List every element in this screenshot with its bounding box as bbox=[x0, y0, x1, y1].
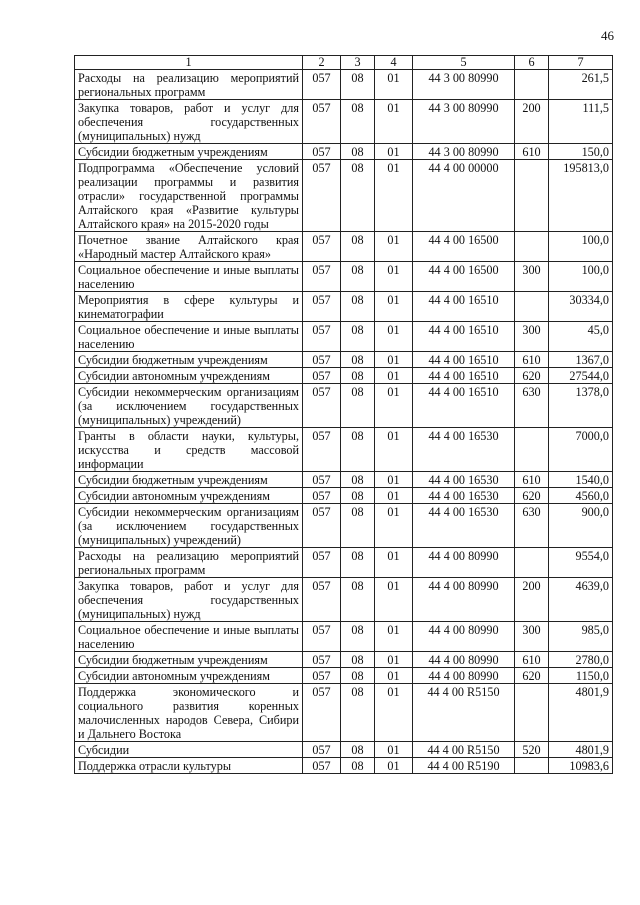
row-name: Мероприятия в сфере культуры и кинематографии bbox=[75, 292, 303, 322]
row-target-code: 44 3 00 80990 bbox=[413, 144, 515, 160]
row-target-code: 44 4 00 80990 bbox=[413, 578, 515, 622]
row-name: Социальное обеспечение и иные выплаты населению bbox=[75, 622, 303, 652]
row-ministry-code: 057 bbox=[303, 488, 341, 504]
row-subsection-code: 01 bbox=[375, 232, 413, 262]
row-subsection-code: 01 bbox=[375, 160, 413, 232]
header-cell-type: 6 bbox=[515, 56, 549, 70]
row-amount: 1378,0 bbox=[549, 384, 613, 428]
row-name: Субсидии бюджетным учреждениям bbox=[75, 144, 303, 160]
row-expense-type: 630 bbox=[515, 384, 549, 428]
row-ministry-code: 057 bbox=[303, 368, 341, 384]
row-amount: 900,0 bbox=[549, 504, 613, 548]
table-row bbox=[75, 622, 613, 652]
row-name: Почетное звание Алтайского края «Народный мастер Алтайского края» bbox=[75, 232, 303, 262]
row-section-code: 08 bbox=[341, 504, 375, 548]
row-expense-type: 300 bbox=[515, 262, 549, 292]
row-subsection-code: 01 bbox=[375, 70, 413, 100]
row-target-code: 44 4 00 80990 bbox=[413, 668, 515, 684]
header-cell-subsection: 4 bbox=[375, 56, 413, 70]
row-subsection-code: 01 bbox=[375, 622, 413, 652]
row-expense-type: 630 bbox=[515, 504, 549, 548]
row-target-code: 44 4 00 16530 bbox=[413, 472, 515, 488]
table-row bbox=[75, 144, 613, 160]
row-target-code: 44 4 00 16510 bbox=[413, 368, 515, 384]
row-section-code: 08 bbox=[341, 70, 375, 100]
row-section-code: 08 bbox=[341, 488, 375, 504]
row-subsection-code: 01 bbox=[375, 684, 413, 742]
row-subsection-code: 01 bbox=[375, 384, 413, 428]
row-name: Закупка товаров, работ и услуг для обеспечения государственных (муниципальных) нужд bbox=[75, 100, 303, 144]
table-row bbox=[75, 262, 613, 292]
row-expense-type bbox=[515, 758, 549, 774]
row-name: Субсидии автономным учреждениям bbox=[75, 668, 303, 684]
row-expense-type bbox=[515, 70, 549, 100]
row-target-code: 44 4 00 16530 bbox=[413, 428, 515, 472]
row-name: Социальное обеспечение и иные выплаты населению bbox=[75, 262, 303, 292]
row-name: Подпрограмма «Обеспечение условий реализации программы и развития отрасли» государственной программы Алтайского края «Развитие культуры Алтайского края» на 2015-2020 годы bbox=[75, 160, 303, 232]
table-row bbox=[75, 758, 613, 774]
row-target-code: 44 4 00 16510 bbox=[413, 352, 515, 368]
row-section-code: 08 bbox=[341, 652, 375, 668]
row-amount: 261,5 bbox=[549, 70, 613, 100]
row-expense-type bbox=[515, 428, 549, 472]
row-name: Субсидии некоммерческим организациям (за исключением государственных (муниципальных) учреждений) bbox=[75, 504, 303, 548]
row-name: Социальное обеспечение и иные выплаты населению bbox=[75, 322, 303, 352]
row-expense-type: 620 bbox=[515, 368, 549, 384]
row-ministry-code: 057 bbox=[303, 758, 341, 774]
row-name: Субсидии bbox=[75, 742, 303, 758]
row-expense-type: 200 bbox=[515, 100, 549, 144]
row-target-code: 44 4 00 R5150 bbox=[413, 684, 515, 742]
table-row bbox=[75, 368, 613, 384]
row-target-code: 44 4 00 80990 bbox=[413, 652, 515, 668]
row-expense-type: 200 bbox=[515, 578, 549, 622]
table-row bbox=[75, 160, 613, 232]
row-amount: 195813,0 bbox=[549, 160, 613, 232]
row-ministry-code: 057 bbox=[303, 384, 341, 428]
row-amount: 9554,0 bbox=[549, 548, 613, 578]
row-ministry-code: 057 bbox=[303, 652, 341, 668]
row-name: Поддержка отрасли культуры bbox=[75, 758, 303, 774]
row-section-code: 08 bbox=[341, 428, 375, 472]
table-row bbox=[75, 292, 613, 322]
row-ministry-code: 057 bbox=[303, 322, 341, 352]
row-section-code: 08 bbox=[341, 144, 375, 160]
row-section-code: 08 bbox=[341, 684, 375, 742]
row-subsection-code: 01 bbox=[375, 322, 413, 352]
row-section-code: 08 bbox=[341, 742, 375, 758]
row-subsection-code: 01 bbox=[375, 368, 413, 384]
row-expense-type bbox=[515, 548, 549, 578]
table-row bbox=[75, 384, 613, 428]
row-subsection-code: 01 bbox=[375, 504, 413, 548]
row-section-code: 08 bbox=[341, 352, 375, 368]
row-ministry-code: 057 bbox=[303, 428, 341, 472]
budget-table-body bbox=[75, 70, 613, 774]
row-section-code: 08 bbox=[341, 100, 375, 144]
row-subsection-code: 01 bbox=[375, 144, 413, 160]
row-target-code: 44 3 00 80990 bbox=[413, 100, 515, 144]
row-expense-type: 620 bbox=[515, 488, 549, 504]
header-cell-name: 1 bbox=[75, 56, 303, 70]
header-cell-section: 3 bbox=[341, 56, 375, 70]
row-name: Субсидии автономным учреждениям bbox=[75, 368, 303, 384]
row-amount: 985,0 bbox=[549, 622, 613, 652]
row-amount: 2780,0 bbox=[549, 652, 613, 668]
row-section-code: 08 bbox=[341, 384, 375, 428]
row-subsection-code: 01 bbox=[375, 488, 413, 504]
header-cell-ministry: 2 bbox=[303, 56, 341, 70]
row-expense-type bbox=[515, 160, 549, 232]
header-row bbox=[75, 56, 613, 70]
row-ministry-code: 057 bbox=[303, 144, 341, 160]
row-amount: 45,0 bbox=[549, 322, 613, 352]
row-ministry-code: 057 bbox=[303, 472, 341, 488]
row-ministry-code: 057 bbox=[303, 160, 341, 232]
row-amount: 100,0 bbox=[549, 232, 613, 262]
row-subsection-code: 01 bbox=[375, 548, 413, 578]
row-amount: 150,0 bbox=[549, 144, 613, 160]
row-target-code: 44 4 00 80990 bbox=[413, 548, 515, 578]
table-row bbox=[75, 100, 613, 144]
row-target-code: 44 4 00 16500 bbox=[413, 232, 515, 262]
row-expense-type bbox=[515, 684, 549, 742]
row-section-code: 08 bbox=[341, 548, 375, 578]
budget-table bbox=[74, 55, 613, 774]
row-expense-type: 300 bbox=[515, 322, 549, 352]
header-cell-amount: 7 bbox=[549, 56, 613, 70]
row-ministry-code: 057 bbox=[303, 622, 341, 652]
row-ministry-code: 057 bbox=[303, 742, 341, 758]
row-target-code: 44 4 00 R5190 bbox=[413, 758, 515, 774]
table-row bbox=[75, 742, 613, 758]
row-subsection-code: 01 bbox=[375, 472, 413, 488]
row-section-code: 08 bbox=[341, 232, 375, 262]
row-subsection-code: 01 bbox=[375, 262, 413, 292]
page-number: 46 bbox=[601, 28, 614, 43]
row-section-code: 08 bbox=[341, 368, 375, 384]
table-row bbox=[75, 472, 613, 488]
row-name: Субсидии бюджетным учреждениям bbox=[75, 352, 303, 368]
header-cell-target: 5 bbox=[413, 56, 515, 70]
row-name: Субсидии автономным учреждениям bbox=[75, 488, 303, 504]
row-expense-type: 610 bbox=[515, 352, 549, 368]
row-target-code: 44 4 00 16530 bbox=[413, 488, 515, 504]
row-amount: 4560,0 bbox=[549, 488, 613, 504]
row-subsection-code: 01 bbox=[375, 352, 413, 368]
row-amount: 111,5 bbox=[549, 100, 613, 144]
row-target-code: 44 4 00 00000 bbox=[413, 160, 515, 232]
row-target-code: 44 4 00 16530 bbox=[413, 504, 515, 548]
row-subsection-code: 01 bbox=[375, 292, 413, 322]
table-row bbox=[75, 322, 613, 352]
row-expense-type: 610 bbox=[515, 472, 549, 488]
row-ministry-code: 057 bbox=[303, 262, 341, 292]
row-subsection-code: 01 bbox=[375, 758, 413, 774]
row-name: Расходы на реализацию мероприятий региональных программ bbox=[75, 70, 303, 100]
row-name: Субсидии бюджетным учреждениям bbox=[75, 652, 303, 668]
row-section-code: 08 bbox=[341, 578, 375, 622]
row-name: Закупка товаров, работ и услуг для обеспечения государственных (муниципальных) нужд bbox=[75, 578, 303, 622]
row-subsection-code: 01 bbox=[375, 742, 413, 758]
row-amount: 1367,0 bbox=[549, 352, 613, 368]
row-ministry-code: 057 bbox=[303, 684, 341, 742]
row-subsection-code: 01 bbox=[375, 578, 413, 622]
row-target-code: 44 4 00 16500 bbox=[413, 262, 515, 292]
row-amount: 100,0 bbox=[549, 262, 613, 292]
row-amount: 4639,0 bbox=[549, 578, 613, 622]
table-row bbox=[75, 352, 613, 368]
table-row bbox=[75, 684, 613, 742]
table-row bbox=[75, 548, 613, 578]
row-target-code: 44 4 00 16510 bbox=[413, 292, 515, 322]
row-name: Расходы на реализацию мероприятий региональных программ bbox=[75, 548, 303, 578]
row-section-code: 08 bbox=[341, 472, 375, 488]
row-expense-type: 610 bbox=[515, 652, 549, 668]
row-section-code: 08 bbox=[341, 262, 375, 292]
row-ministry-code: 057 bbox=[303, 578, 341, 622]
table-row bbox=[75, 428, 613, 472]
row-ministry-code: 057 bbox=[303, 100, 341, 144]
row-ministry-code: 057 bbox=[303, 232, 341, 262]
row-ministry-code: 057 bbox=[303, 504, 341, 548]
row-ministry-code: 057 bbox=[303, 70, 341, 100]
row-name: Субсидии некоммерческим организациям (за исключением государственных (муниципальных) учреждений) bbox=[75, 384, 303, 428]
row-section-code: 08 bbox=[341, 622, 375, 652]
row-amount: 30334,0 bbox=[549, 292, 613, 322]
row-ministry-code: 057 bbox=[303, 292, 341, 322]
row-section-code: 08 bbox=[341, 322, 375, 352]
row-target-code: 44 3 00 80990 bbox=[413, 70, 515, 100]
row-section-code: 08 bbox=[341, 668, 375, 684]
row-name: Гранты в области науки, культуры, искусства и средств массовой информации bbox=[75, 428, 303, 472]
table-row bbox=[75, 578, 613, 622]
row-amount: 1150,0 bbox=[549, 668, 613, 684]
row-target-code: 44 4 00 16510 bbox=[413, 384, 515, 428]
row-ministry-code: 057 bbox=[303, 668, 341, 684]
table-row bbox=[75, 504, 613, 548]
row-subsection-code: 01 bbox=[375, 100, 413, 144]
row-subsection-code: 01 bbox=[375, 652, 413, 668]
row-target-code: 44 4 00 80990 bbox=[413, 622, 515, 652]
row-expense-type: 610 bbox=[515, 144, 549, 160]
row-name: Субсидии бюджетным учреждениям bbox=[75, 472, 303, 488]
row-section-code: 08 bbox=[341, 758, 375, 774]
row-ministry-code: 057 bbox=[303, 352, 341, 368]
table-row bbox=[75, 488, 613, 504]
row-expense-type bbox=[515, 232, 549, 262]
row-name: Поддержка экономического и социального развития коренных малочисленных народов Севера, Сибири и Дальнего Востока bbox=[75, 684, 303, 742]
row-ministry-code: 057 bbox=[303, 548, 341, 578]
row-target-code: 44 4 00 R5150 bbox=[413, 742, 515, 758]
table-row bbox=[75, 668, 613, 684]
row-section-code: 08 bbox=[341, 160, 375, 232]
table-row bbox=[75, 232, 613, 262]
row-subsection-code: 01 bbox=[375, 428, 413, 472]
table-row bbox=[75, 70, 613, 100]
row-section-code: 08 bbox=[341, 292, 375, 322]
row-amount: 1540,0 bbox=[549, 472, 613, 488]
row-amount: 10983,6 bbox=[549, 758, 613, 774]
row-amount: 4801,9 bbox=[549, 742, 613, 758]
row-amount: 4801,9 bbox=[549, 684, 613, 742]
row-target-code: 44 4 00 16510 bbox=[413, 322, 515, 352]
row-expense-type bbox=[515, 292, 549, 322]
row-subsection-code: 01 bbox=[375, 668, 413, 684]
row-amount: 27544,0 bbox=[549, 368, 613, 384]
row-expense-type: 300 bbox=[515, 622, 549, 652]
table-row bbox=[75, 652, 613, 668]
row-expense-type: 620 bbox=[515, 668, 549, 684]
row-amount: 7000,0 bbox=[549, 428, 613, 472]
row-expense-type: 520 bbox=[515, 742, 549, 758]
